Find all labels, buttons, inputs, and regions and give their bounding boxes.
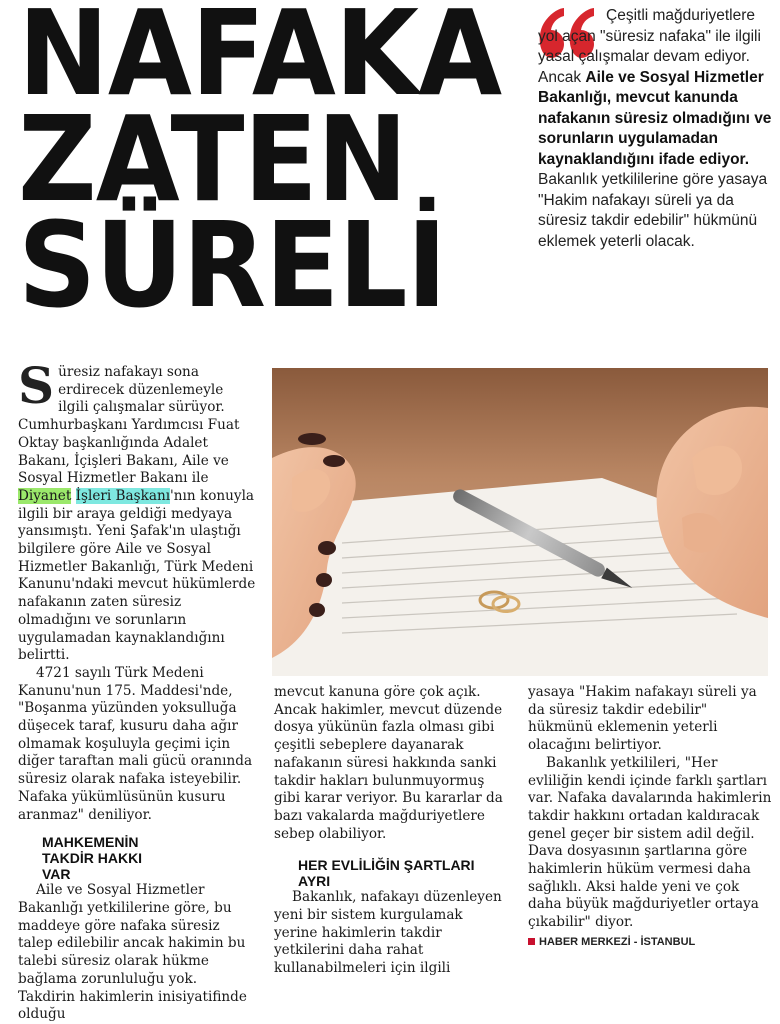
headline-line-1: NAFAKA xyxy=(18,0,502,122)
paragraph-takdir: Aile ve Sosyal Hizmetler Bakanlığı yetkililerine göre, bu maddeye göre nafaka süresiz talep edilebilir ancak hakimin bu talebi süresiz olarak hükme bağlama zorunluluğu yok. Takdirin hakimlerin inisiyatifinde olduğu xyxy=(18,882,247,1023)
pull-quote-plain-2: Bakanlık yetkililerine göre yasaya "Hakim nafakayı süreli ya da süresiz takdir edebilir" hükmünü eklemek yeterli olacak. xyxy=(538,171,768,250)
highlight-diyanet: Diyanet xyxy=(18,487,72,504)
article-column-1 xyxy=(18,356,258,1024)
headline-line-2: ZATEN xyxy=(18,90,407,228)
paragraph-intro xyxy=(18,356,258,665)
article-photo xyxy=(272,368,768,676)
byline-square-icon xyxy=(528,938,535,945)
drop-cap: S xyxy=(18,356,55,415)
paragraph-law: 4721 sayılı Türk Medeni Kanunu'nun 175. Maddesi'nde, "Boşanma yüzünden yoksulluğa düşecek taraf, kusuru daha ağır olmamak koşuluyla geçimi için diğer taraftan mali gücü oranında süresiz olarak nafaka isteyebilir. Nafaka yükümlüsünün kusuru aranmaz" deniliyor. xyxy=(18,664,253,823)
paragraph-yetkililer: Bakanlık yetkilileri, "Her evliliğin kendi içinde farklı şartları var. Nafaka davalarında hakimlerin takdir hakkını ortadan kaldıracak genel geçer bir sistem adil değil. Dava dosyasının şartlarına göre hakimlerin hüküm vermesi daha sağlıklı. Aksi halde yeni ve çok daha büyük mağduriyetler ortaya çıkabilir" diyor. xyxy=(528,754,772,931)
headline-line-3: SÜRELİ xyxy=(18,196,447,334)
subhead-mahkemenin: MAHKEMENİN TAKDİR HAKKI VAR xyxy=(42,834,143,883)
pull-quote-bold: Aile ve Sosyal Hizmetler Bakanlığı, mevcut kanunda nafakanın süresiz olmadığını ve sorunların uygulamadan kaynaklandığını ifade ediyor. xyxy=(538,68,772,168)
pull-quote-plain-1: Çeşitli mağduriyetlere yol açan "süresiz nafaka" ile ilgili yasal çalışmalar devam ediyor. Ancak xyxy=(538,7,761,86)
headline xyxy=(18,0,502,334)
paragraph-yasaya: yasaya "Hakim nafakayı süreli ya da süresiz takdir edebilir" hükmünü eklemenin yeterli olacağını belirtiyor. xyxy=(528,684,757,754)
paragraph-bakanlik: Bakanlık, nafakayı düzenleyen yeni bir sistem kurgulamak yerine hakimlerin takdir yetkilerini daha rahat kullanabilmeleri için ilgili xyxy=(274,889,502,977)
pull-quote-text xyxy=(538,6,774,252)
byline xyxy=(528,934,772,952)
intro-text-a: üresiz nafakayı sona erdirecek düzenlemeyle ilgili çalışmalar sürüyor. Cumhurbaşkanı Yardımcısı Fuat Oktay başkanlığında Adalet Bakanı, İçişleri Bakanı, Aile ve Sosyal Hizmetler Bakanı ile xyxy=(18,364,240,487)
intro-space xyxy=(71,488,75,504)
paragraph-hakimler: mevcut kanuna göre çok açık. Ancak hakimler, mevcut düzende dosya yükünün fazla olması gibi çeşitli sebeplere dayanarak nafakanın süresi hakkında sanki takdir hakları bulunmuyormuş gibi karar veriyor. Bu kararlar da bazı vakalarda mağduriyetlere sebep olabiliyor. xyxy=(274,684,503,842)
article-column-2 xyxy=(274,684,510,978)
byline-text: HABER MERKEZİ - İSTANBUL xyxy=(539,935,696,948)
highlight-isleri-baskani: İşleri Başkanı xyxy=(75,487,171,504)
intro-text-b: 'nın konuyla ilgili bir araya geldiği medyaya yansımıştı. Yeni Şafak'ın ulaştığı bilgilere göre Aile ve Sosyal Hizmetler Bakanlığı, Türk Medeni Kanunu'ndaki mevcut hükümlerde nafakanın zaten süresiz olmadığını ve sorunların uygulamadan kaynaklandığını belirtti. xyxy=(18,487,256,664)
article-column-3 xyxy=(528,684,772,952)
subhead-her-evliligin: HER EVLİLİĞİN ŞARTLARI AYRI xyxy=(298,857,475,890)
